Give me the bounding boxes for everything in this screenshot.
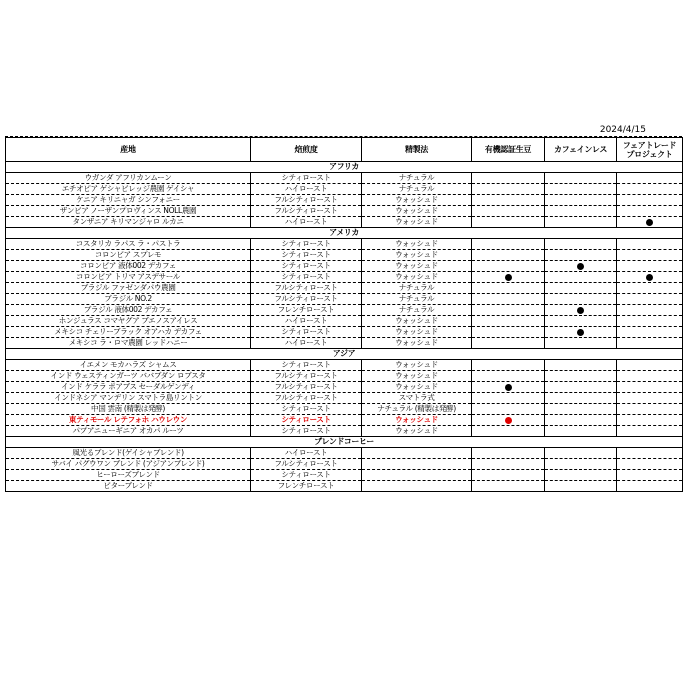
table-row — [6, 173, 683, 184]
organic-cell — [472, 239, 545, 250]
process-cell: ウォッシュド — [362, 316, 472, 327]
organic-cell — [472, 305, 545, 316]
organic-cell — [472, 415, 545, 426]
table-row — [6, 283, 683, 294]
decaf-cell — [545, 415, 617, 426]
organic-cell — [472, 371, 545, 382]
organic-cell — [472, 294, 545, 305]
origin-cell: ブラジル 液体002 デカフェ — [6, 305, 251, 316]
fairtrade-cell — [617, 261, 683, 272]
fairtrade-cell — [617, 173, 683, 184]
process-cell: ウォッシュド — [362, 261, 472, 272]
table-body — [6, 162, 683, 492]
decaf-cell — [545, 184, 617, 195]
table-row — [6, 470, 683, 481]
table-row — [6, 316, 683, 327]
check-dot-icon — [505, 274, 512, 281]
header-fairtrade-label: フェアトレード プロジェクト — [622, 140, 677, 159]
process-cell: ウォッシュド — [362, 382, 472, 393]
origin-cell: インド ケララ ポアブス セーダルゲンディ — [6, 382, 251, 393]
process-cell: ウォッシュド — [362, 426, 472, 437]
process-cell: ウォッシュド — [362, 239, 472, 250]
organic-cell — [472, 327, 545, 338]
process-cell — [362, 481, 472, 492]
roast-cell: シティロースト — [251, 261, 362, 272]
decaf-cell — [545, 481, 617, 492]
table-row — [6, 459, 683, 470]
organic-cell — [472, 481, 545, 492]
fairtrade-cell — [617, 283, 683, 294]
organic-cell — [472, 404, 545, 415]
roast-cell: シティロースト — [251, 426, 362, 437]
origin-cell: 東ティモール レテフォホ ハウレウン — [6, 415, 251, 426]
date-label: 2024/4/15 — [599, 125, 646, 135]
decaf-cell — [545, 393, 617, 404]
roast-cell: フルシティロースト — [251, 283, 362, 294]
fairtrade-cell — [617, 415, 683, 426]
check-dot-icon — [505, 384, 512, 391]
process-cell — [362, 459, 472, 470]
roast-cell: フルシティロースト — [251, 393, 362, 404]
roast-cell: フルシティロースト — [251, 371, 362, 382]
fairtrade-cell — [617, 217, 683, 228]
table-row — [6, 360, 683, 371]
decaf-cell — [545, 261, 617, 272]
process-cell: ウォッシュド — [362, 250, 472, 261]
origin-cell: ケニア キリニャガ シンフォニー — [6, 195, 251, 206]
check-dot-icon — [505, 417, 512, 424]
roast-cell: フレンチロースト — [251, 305, 362, 316]
origin-cell: インドネシア マンデリン スマトラ島リントン — [6, 393, 251, 404]
header-decaf: カフェインレス — [545, 138, 617, 162]
origin-cell: 中国 雲南 (精製は発酵) — [6, 404, 251, 415]
section-row — [6, 437, 683, 448]
roast-cell: フルシティロースト — [251, 459, 362, 470]
decaf-cell — [545, 404, 617, 415]
process-cell: ウォッシュド — [362, 360, 472, 371]
roast-cell: シティロースト — [251, 239, 362, 250]
origin-cell: ブラジル ファゼンダパウ農園 — [6, 283, 251, 294]
section-row — [6, 349, 683, 360]
table-row — [6, 294, 683, 305]
check-dot-icon — [646, 219, 653, 226]
organic-cell — [472, 470, 545, 481]
origin-cell: サバイ パグウワン ブレンド (アジアンブレンド) — [6, 459, 251, 470]
table-row — [6, 250, 683, 261]
roast-cell: ハイロースト — [251, 184, 362, 195]
organic-cell — [472, 283, 545, 294]
table-row — [6, 195, 683, 206]
fairtrade-cell — [617, 382, 683, 393]
organic-cell — [472, 360, 545, 371]
fairtrade-cell — [617, 360, 683, 371]
header-fairtrade — [617, 138, 683, 162]
header-origin: 産地 — [6, 138, 251, 162]
roast-cell: ハイロースト — [251, 338, 362, 349]
decaf-cell — [545, 305, 617, 316]
fairtrade-cell — [617, 426, 683, 437]
header-organic: 有機認証生豆 — [472, 138, 545, 162]
origin-cell: インド ウェスティンガーツ ババブダン ロブスタ — [6, 371, 251, 382]
process-cell — [362, 448, 472, 459]
organic-cell — [472, 173, 545, 184]
header-row — [6, 138, 683, 162]
roast-cell: フルシティロースト — [251, 206, 362, 217]
decaf-cell — [545, 239, 617, 250]
decaf-cell — [545, 459, 617, 470]
section-row — [6, 162, 683, 173]
check-dot-icon — [646, 274, 653, 281]
fairtrade-cell — [617, 393, 683, 404]
process-cell: ナチュラル (精製は発酵) — [362, 404, 472, 415]
decaf-cell — [545, 382, 617, 393]
origin-cell: ウガンダ アフリカンムーン — [6, 173, 251, 184]
table-row — [6, 338, 683, 349]
roast-cell: シティロースト — [251, 404, 362, 415]
fairtrade-cell — [617, 316, 683, 327]
roast-cell: シティロースト — [251, 250, 362, 261]
organic-cell — [472, 184, 545, 195]
roast-cell: フルシティロースト — [251, 382, 362, 393]
roast-cell: ハイロースト — [251, 217, 362, 228]
organic-cell — [472, 393, 545, 404]
roast-cell: シティロースト — [251, 415, 362, 426]
organic-cell — [472, 448, 545, 459]
roast-cell: シティロースト — [251, 327, 362, 338]
coffee-table — [5, 137, 683, 492]
process-cell: ウォッシュド — [362, 415, 472, 426]
roast-cell: シティロースト — [251, 360, 362, 371]
table-row — [6, 206, 683, 217]
organic-cell — [472, 426, 545, 437]
origin-cell: コスタリカ ラパス ラ・パストラ — [6, 239, 251, 250]
origin-cell: メキシコ ラ・ロマ農園 レッドハニー — [6, 338, 251, 349]
table-row — [6, 305, 683, 316]
check-dot-icon — [577, 307, 584, 314]
section-title: アフリカ — [6, 162, 683, 173]
fairtrade-cell — [617, 239, 683, 250]
origin-cell: ザンビア ノーザンプロヴィンス NOLL農園 — [6, 206, 251, 217]
organic-cell — [472, 217, 545, 228]
decaf-cell — [545, 250, 617, 261]
fairtrade-cell — [617, 448, 683, 459]
roast-cell: ハイロースト — [251, 316, 362, 327]
decaf-cell — [545, 327, 617, 338]
fairtrade-cell — [617, 195, 683, 206]
header-roast: 焙煎度 — [251, 138, 362, 162]
organic-cell — [472, 316, 545, 327]
organic-cell — [472, 272, 545, 283]
fairtrade-cell — [617, 470, 683, 481]
roast-cell: フルシティロースト — [251, 195, 362, 206]
table-row — [6, 272, 683, 283]
process-cell: ナチュラル — [362, 173, 472, 184]
origin-cell: 風光るブレンド(ゲイシャブレンド) — [6, 448, 251, 459]
organic-cell — [472, 206, 545, 217]
fairtrade-cell — [617, 305, 683, 316]
process-cell: ウォッシュド — [362, 195, 472, 206]
fairtrade-cell — [617, 481, 683, 492]
decaf-cell — [545, 371, 617, 382]
decaf-cell — [545, 195, 617, 206]
table-row — [6, 371, 683, 382]
organic-cell — [472, 338, 545, 349]
section-row — [6, 228, 683, 239]
decaf-cell — [545, 217, 617, 228]
origin-cell: ビターブレンド — [6, 481, 251, 492]
organic-cell — [472, 195, 545, 206]
decaf-cell — [545, 294, 617, 305]
process-cell: スマトラ式 — [362, 393, 472, 404]
table-row — [6, 239, 683, 250]
decaf-cell — [545, 338, 617, 349]
origin-cell: ヒーローズブレンド — [6, 470, 251, 481]
decaf-cell — [545, 272, 617, 283]
decaf-cell — [545, 360, 617, 371]
decaf-cell — [545, 173, 617, 184]
table-row — [6, 404, 683, 415]
roast-cell: シティロースト — [251, 173, 362, 184]
section-title: アジア — [6, 349, 683, 360]
table-row — [6, 261, 683, 272]
fairtrade-cell — [617, 338, 683, 349]
origin-cell: コロンビア トリマ アスデサール — [6, 272, 251, 283]
decaf-cell — [545, 426, 617, 437]
check-dot-icon — [577, 329, 584, 336]
organic-cell — [472, 382, 545, 393]
table-row — [6, 382, 683, 393]
table-row — [6, 426, 683, 437]
table-row — [6, 184, 683, 195]
origin-cell: ホンジュラス コマヤグア ブエノスアイレス — [6, 316, 251, 327]
process-cell: ウォッシュド — [362, 217, 472, 228]
origin-cell: ブラジル NO.2 — [6, 294, 251, 305]
fairtrade-cell — [617, 272, 683, 283]
process-cell: ナチュラル — [362, 283, 472, 294]
fairtrade-cell — [617, 206, 683, 217]
origin-cell: コロンビア 液体002 デカフェ — [6, 261, 251, 272]
process-cell: ナチュラル — [362, 294, 472, 305]
fairtrade-cell — [617, 459, 683, 470]
organic-cell — [472, 261, 545, 272]
origin-cell: タンザニア キリマンジャロ ルカニ — [6, 217, 251, 228]
origin-cell: メキシコ チェリーブラック オアハカ デカフェ — [6, 327, 251, 338]
process-cell: ウォッシュド — [362, 272, 472, 283]
origin-cell: パプアニューギニア オカパ ルーツ — [6, 426, 251, 437]
decaf-cell — [545, 283, 617, 294]
fairtrade-cell — [617, 327, 683, 338]
process-cell: ウォッシュド — [362, 371, 472, 382]
roast-cell: フレンチロースト — [251, 481, 362, 492]
fairtrade-cell — [617, 184, 683, 195]
decaf-cell — [545, 448, 617, 459]
table-row — [6, 481, 683, 492]
check-dot-icon — [577, 263, 584, 270]
roast-cell: シティロースト — [251, 272, 362, 283]
table-row — [6, 393, 683, 404]
process-cell: ウォッシュド — [362, 206, 472, 217]
fairtrade-cell — [617, 294, 683, 305]
table-row — [6, 415, 683, 426]
header-process: 精製法 — [362, 138, 472, 162]
table-row — [6, 448, 683, 459]
fairtrade-cell — [617, 404, 683, 415]
decaf-cell — [545, 316, 617, 327]
decaf-cell — [545, 206, 617, 217]
roast-cell: フルシティロースト — [251, 294, 362, 305]
fairtrade-cell — [617, 371, 683, 382]
section-title: ブレンドコーヒー — [6, 437, 683, 448]
roast-cell: ハイロースト — [251, 448, 362, 459]
table-row — [6, 217, 683, 228]
organic-cell — [472, 250, 545, 261]
origin-cell: コロンビア スプレモ — [6, 250, 251, 261]
fairtrade-cell — [617, 250, 683, 261]
process-cell: ナチュラル — [362, 305, 472, 316]
decaf-cell — [545, 470, 617, 481]
table-row — [6, 327, 683, 338]
origin-cell: イエメン モカハラズ シャムス — [6, 360, 251, 371]
process-cell: ウォッシュド — [362, 327, 472, 338]
process-cell: ナチュラル — [362, 184, 472, 195]
process-cell — [362, 470, 472, 481]
origin-cell: エチオピア ゲシャビレッジ農園 ゲイシャ — [6, 184, 251, 195]
organic-cell — [472, 459, 545, 470]
section-title: アメリカ — [6, 228, 683, 239]
process-cell: ウォッシュド — [362, 338, 472, 349]
roast-cell: シティロースト — [251, 470, 362, 481]
